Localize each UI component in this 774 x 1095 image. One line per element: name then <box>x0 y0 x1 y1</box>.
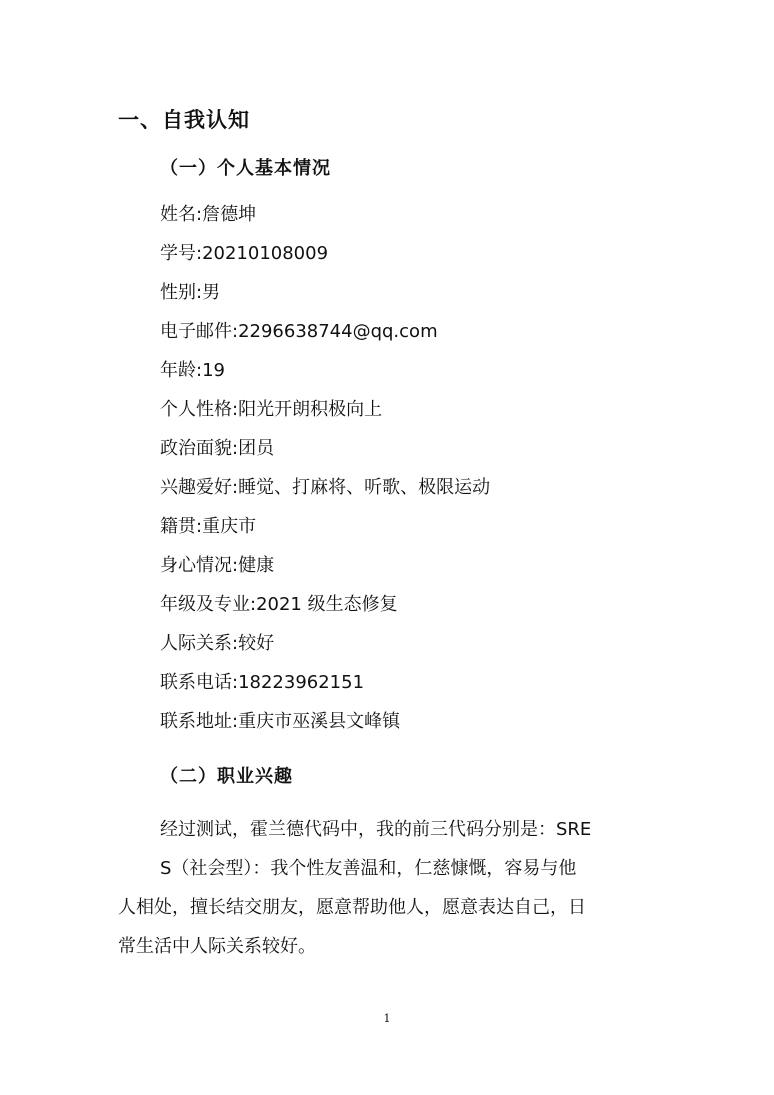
info-item-political-status: 政治面貌:团员 <box>160 438 275 459</box>
info-item-personality: 个人性格:阳光开朗积极向上 <box>160 399 383 420</box>
section-heading-basic-info: （一）个人基本情况 <box>160 158 331 179</box>
chapter-heading: 一、自我认知 <box>118 108 250 132</box>
info-item-phone: 联系电话:18223962151 <box>160 672 365 693</box>
info-item-gender: 性别:男 <box>160 282 221 303</box>
info-item-email: 电子邮件:2296638744@qq.com <box>160 321 438 342</box>
paragraph-line: 常生活中人际关系较好。 <box>118 936 316 957</box>
info-item-address: 联系地址:重庆市巫溪县文峰镇 <box>160 711 401 732</box>
career-interest-paragraph <box>118 810 638 966</box>
info-item-grade-major: 年级及专业:2021 级生态修复 <box>160 594 398 615</box>
info-item-hobbies: 兴趣爱好:睡觉、打麻将、听歌、极限运动 <box>160 477 491 498</box>
info-item-name: 姓名:詹德坤 <box>160 204 257 225</box>
info-item-age: 年龄:19 <box>160 360 225 381</box>
section-heading-career-interest: （二）职业兴趣 <box>160 766 293 787</box>
info-item-relationships: 人际关系:较好 <box>160 633 275 654</box>
info-item-student-id: 学号:20210108009 <box>160 243 329 264</box>
info-item-health: 身心情况:健康 <box>160 555 275 576</box>
basic-info-list <box>160 202 490 748</box>
paragraph-line: 经过测试，霍兰德代码中，我的前三代码分别是：SRE <box>160 819 592 840</box>
info-item-native-place: 籍贯:重庆市 <box>160 516 257 537</box>
paragraph-line: S（社会型）：我个性友善温和，仁慈慷慨，容易与他 <box>160 858 577 879</box>
page-number: 1 <box>383 1012 391 1025</box>
paragraph-line: 人相处，擅长结交朋友，愿意帮助他人，愿意表达自己，日 <box>118 897 586 918</box>
